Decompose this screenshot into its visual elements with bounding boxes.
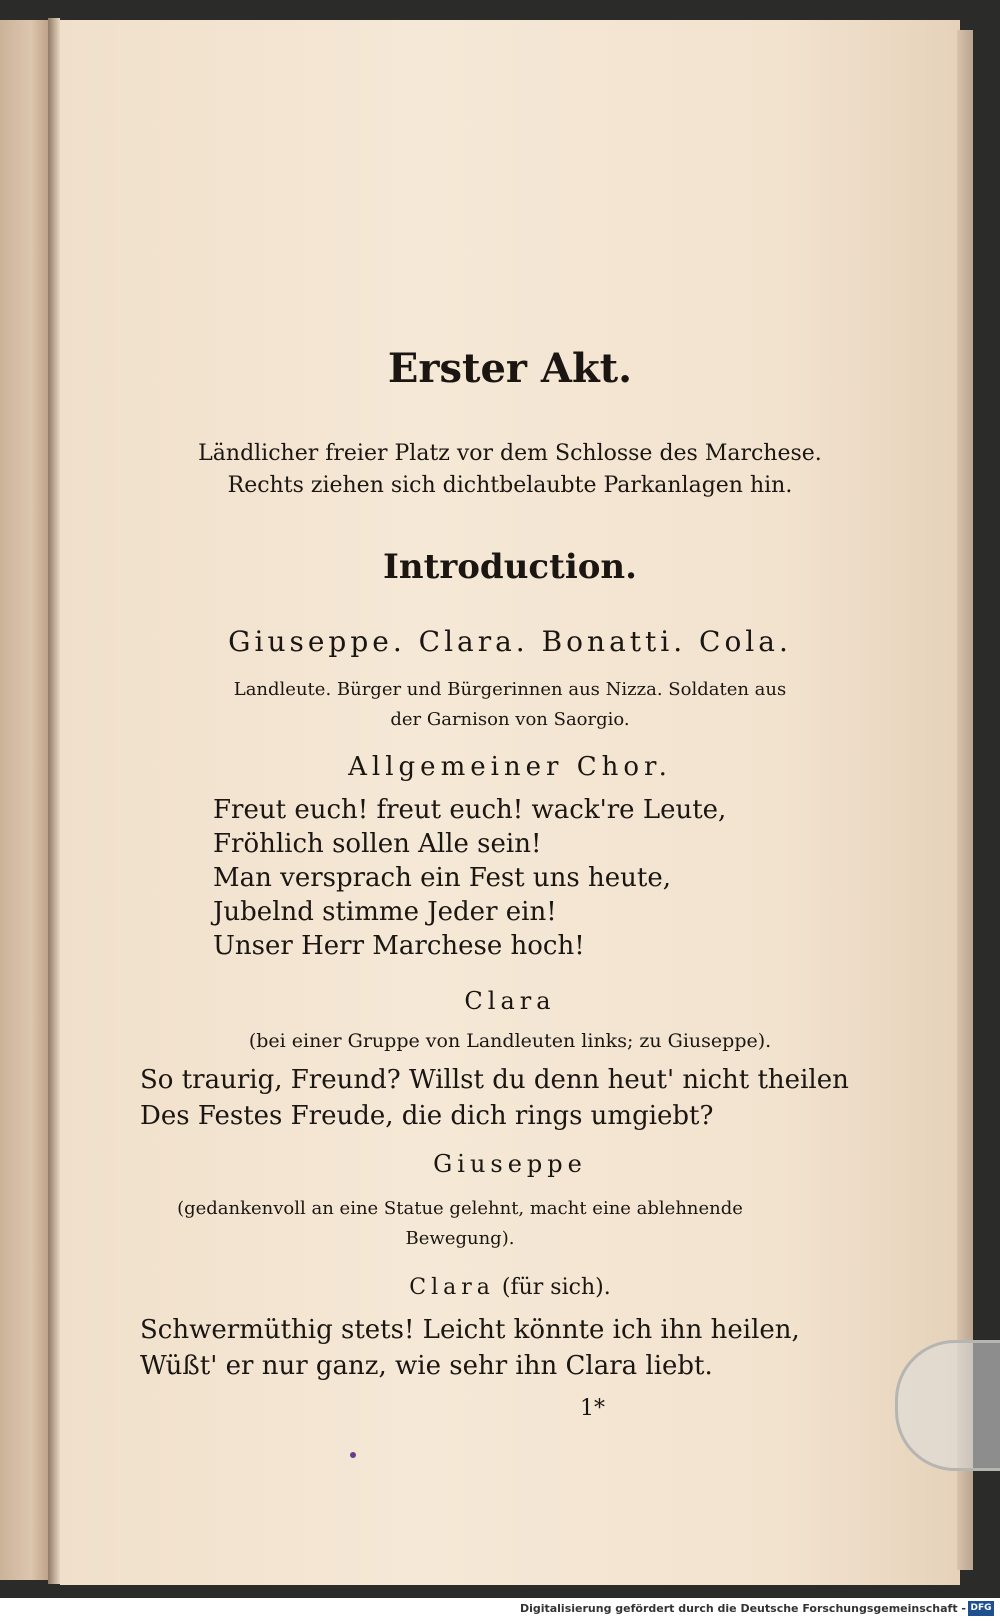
introduction-title: Introduction. (383, 547, 637, 587)
clara-aside-speech (140, 1312, 800, 1384)
setting-line: Rechts ziehen sich dichtbelaubte Parkanlagen hin. (227, 473, 793, 498)
clara-speech (140, 1062, 849, 1134)
footer-bar (0, 1598, 1000, 1621)
act-title: Erster Akt. (387, 345, 633, 392)
book-gutter (48, 18, 60, 1584)
verse-line: Freut euch! freut euch! wack're Leute, (213, 795, 727, 825)
speaker-clara: Clara (464, 987, 556, 1015)
funding-credit: Digitalisierung gefördert durch die Deutsche Forschungsgemeinschaft - (519, 1602, 966, 1615)
left-page-edge (0, 20, 52, 1580)
chorus-heading: Allgemeiner Chor. (348, 752, 672, 782)
speech-line: Wüßt' er nur ganz, wie sehr ihn Clara liebt. (140, 1351, 713, 1381)
speech-line: Schwermüthig stets! Leicht könnte ich ihn heilen, (140, 1315, 800, 1345)
verse-line: Man versprach ein Fest uns heute, (213, 863, 671, 893)
speaker-name: Clara (409, 1275, 495, 1300)
extras-line: der Garnison von Saorgio. (390, 709, 630, 730)
character-list: Giuseppe. Clara. Bonatti. Cola. (228, 625, 792, 658)
aside-direction: (für sich). (501, 1275, 611, 1300)
speech-line: Des Festes Freude, die dich rings umgiebt? (140, 1101, 714, 1131)
right-page-edge (957, 30, 973, 1570)
signature-mark: 1* (580, 1396, 605, 1421)
verse-line: Jubelnd stimme Jeder ein! (213, 897, 557, 927)
page-clip (895, 1340, 1000, 1471)
stage-setting (60, 438, 960, 502)
speaker-giuseppe: Giuseppe (433, 1150, 587, 1178)
chorus-verse (213, 793, 726, 963)
ink-dot (350, 1452, 356, 1458)
speaker-clara-aside (60, 1275, 960, 1300)
stage-direction: (gedankenvoll an eine Statue gelehnt, macht eine ablehnende Bewegung). (177, 1198, 743, 1249)
stage-direction: (bei einer Gruppe von Landleuten links; zu Giuseppe). (248, 1030, 772, 1052)
verse-line: Fröhlich sollen Alle sein! (213, 829, 542, 859)
extras-list (60, 675, 960, 735)
extras-line: Landleute. Bürger und Bürgerinnen aus Nizza. Soldaten aus (233, 679, 787, 700)
verse-line: Unser Herr Marchese hoch! (213, 931, 585, 961)
dfg-logo-icon: DFG (968, 1601, 994, 1616)
speech-line: So traurig, Freund? Willst du denn heut' nicht theilen (140, 1065, 849, 1095)
setting-line: Ländlicher freier Platz vor dem Schlosse des Marchese. (198, 441, 822, 466)
